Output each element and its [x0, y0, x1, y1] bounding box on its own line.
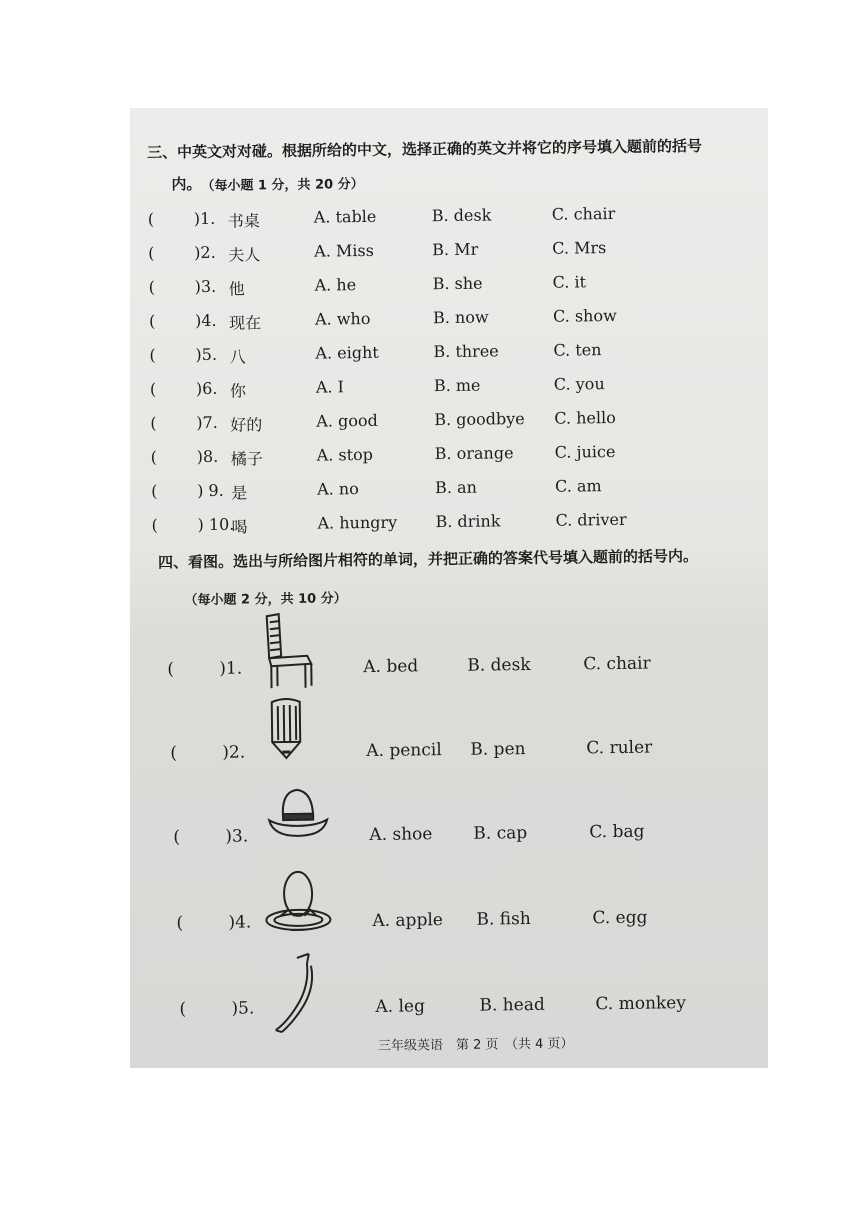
answer-bracket: (: [151, 515, 158, 535]
option-a: A. eight: [315, 342, 379, 363]
option-b: B. desk: [467, 655, 531, 676]
option-a: A. I: [315, 377, 345, 397]
answer-bracket: (: [150, 447, 158, 467]
exam-photo: [130, 108, 768, 1068]
option-a: A. he: [314, 275, 357, 295]
option-a: A. Miss: [314, 240, 374, 261]
option-a: A. who: [314, 308, 371, 329]
answer-bracket: (: [149, 379, 157, 399]
option-c: C. driver: [555, 509, 627, 530]
answer-bracket: (: [170, 743, 178, 764]
question-number: )4.: [194, 310, 217, 331]
option-a: A. apple: [372, 910, 444, 931]
question-number: ) 9.: [197, 480, 224, 501]
answer-bracket: (: [176, 913, 184, 934]
chinese-word: 你: [229, 381, 247, 401]
option-c: C. Mrs: [552, 238, 607, 258]
option-a: A. shoe: [369, 824, 433, 846]
option-b: B. now: [432, 307, 489, 328]
option-c: C. ruler: [586, 737, 653, 759]
option-c: C. am: [554, 476, 602, 496]
option-c: C. show: [552, 305, 617, 326]
chinese-word: 橘子: [230, 449, 263, 469]
option-b: B. pen: [470, 739, 526, 760]
answer-bracket: (: [148, 277, 156, 297]
question-number: )2.: [222, 742, 246, 763]
option-c: C. monkey: [595, 993, 687, 1015]
option-b: B. fish: [476, 909, 531, 930]
option-c: C. it: [552, 272, 587, 292]
option-a: A. good: [316, 410, 378, 431]
option-c: C. hello: [554, 407, 616, 428]
hat-icon: [265, 785, 332, 842]
option-b: B. she: [432, 273, 483, 294]
chinese-word: 书桌: [227, 211, 260, 231]
option-b: B. head: [479, 994, 545, 1016]
question-number: )2.: [194, 242, 216, 263]
option-b: B. Mr: [432, 239, 479, 260]
question-number: )1.: [193, 208, 216, 229]
chinese-word: 是: [231, 483, 248, 503]
section4-score: （每小题 2 分，共 10 分）: [184, 591, 347, 609]
option-b: B. orange: [434, 443, 514, 464]
egg-icon: [260, 867, 335, 934]
option-c: C. chair: [551, 203, 616, 224]
question-number: ) 10.: [197, 514, 235, 535]
question-number: )3.: [194, 276, 217, 297]
option-a: A. bed: [363, 656, 419, 678]
option-b: B. cap: [473, 823, 528, 844]
answer-bracket: (: [148, 311, 156, 331]
chinese-word: 夫人: [228, 245, 261, 265]
answer-bracket: (: [167, 659, 175, 680]
question-number: )6.: [195, 378, 218, 399]
answer-bracket: (: [147, 209, 155, 229]
option-c: C. juice: [554, 441, 616, 462]
chair-icon: [261, 612, 318, 691]
question-number: )5.: [195, 344, 218, 365]
option-b: B. goodbye: [434, 409, 525, 430]
chinese-word: 现在: [228, 313, 262, 333]
option-c: C. chair: [583, 653, 651, 675]
chinese-word: 好的: [230, 415, 263, 435]
option-b: B. three: [433, 341, 499, 362]
answer-bracket: (: [150, 413, 157, 433]
option-a: A. hungry: [317, 512, 398, 533]
exam-page: [130, 108, 768, 1068]
option-a: A. stop: [316, 444, 374, 465]
option-c: C. you: [553, 374, 605, 394]
leg-icon: [269, 949, 332, 1036]
question-number: )8.: [196, 446, 219, 467]
option-b: B. desk: [431, 205, 492, 226]
answer-bracket: (: [173, 827, 181, 848]
question-number: )5.: [231, 998, 255, 1019]
question-number: )3.: [225, 826, 249, 847]
option-a: A. table: [313, 206, 377, 227]
option-b: B. an: [435, 477, 478, 498]
option-b: B. drink: [435, 511, 501, 532]
chinese-word: 喝: [231, 517, 248, 537]
option-c: C. egg: [592, 907, 648, 929]
question-number: )1.: [219, 658, 243, 679]
option-a: A. leg: [375, 996, 426, 1017]
section3-title: 三、中英文对对碰。根据所给的中文，选择正确的英文并将它的序号填入题前的括号: [146, 136, 703, 162]
option-a: A. no: [317, 479, 359, 499]
question-number: )7.: [196, 412, 218, 433]
page-footer: 三年级英语 第 2 页 （共 4 页）: [377, 1036, 574, 1054]
chinese-word: 八: [229, 347, 246, 367]
option-c: C. bag: [589, 821, 645, 843]
answer-bracket: (: [151, 481, 158, 501]
answer-bracket: (: [149, 345, 156, 365]
chinese-word: 他: [228, 279, 245, 299]
answer-bracket: (: [148, 243, 155, 263]
section4-title: 四、看图。选出与所给图片相符的单词，并把正确的答案代号填入题前的括号内。: [157, 546, 699, 572]
answer-bracket: (: [179, 999, 187, 1020]
option-b: B. me: [433, 375, 481, 396]
section3-score: （每小题 1 分，共 20 分）: [201, 177, 364, 195]
option-c: C. ten: [553, 340, 602, 360]
section3-title-cont: 内。: [171, 175, 202, 194]
option-a: A. pencil: [366, 740, 442, 762]
question-number: )4.: [228, 912, 252, 933]
pencil-icon: [266, 696, 307, 762]
